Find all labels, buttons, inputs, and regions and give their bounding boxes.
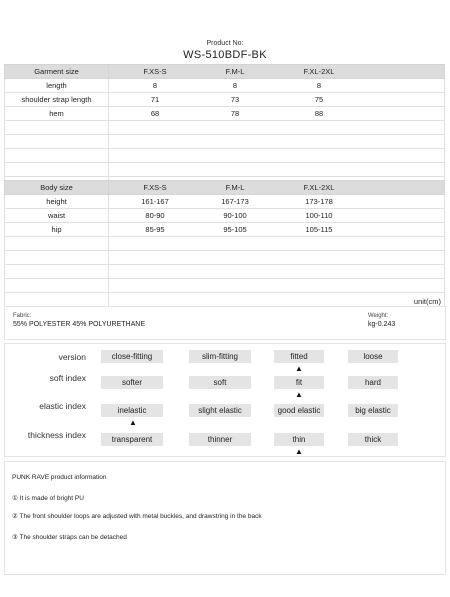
cell-value: 71 bbox=[150, 95, 160, 104]
selection-marker-icon: ▲ bbox=[129, 418, 137, 427]
option-slim-fitting: slim-fitting bbox=[189, 350, 251, 363]
cell-value: 161-167 bbox=[141, 197, 169, 206]
weight-value: kg-0.243 bbox=[368, 321, 396, 328]
option-slight-elastic: slight elastic bbox=[189, 404, 251, 417]
option-hard: hard bbox=[348, 376, 398, 389]
option-soft: soft bbox=[189, 376, 251, 389]
product-code: WS-510BDF-BK bbox=[183, 49, 267, 61]
row-label: height bbox=[5, 195, 109, 209]
option-fitted: fitted bbox=[274, 350, 324, 363]
option-good-elastic: good elastic bbox=[274, 404, 324, 417]
garment-header-label: Garment size bbox=[5, 65, 109, 79]
garment-header-size: F.XL-2XL bbox=[303, 67, 335, 76]
unit-label: unit(cm) bbox=[109, 293, 445, 307]
table-row bbox=[5, 93, 445, 107]
weight-label: Weight: bbox=[368, 313, 389, 319]
garment-size-table bbox=[4, 64, 445, 191]
row-label: hem bbox=[5, 107, 109, 121]
product-number-label: Product No: bbox=[206, 40, 244, 47]
empty-row bbox=[5, 279, 445, 293]
selection-marker-icon: ▲ bbox=[295, 390, 303, 399]
cell-value: 90-100 bbox=[223, 211, 247, 220]
row-label: length bbox=[5, 79, 109, 93]
row-label: hip bbox=[5, 223, 109, 237]
cell-value: 75 bbox=[314, 95, 324, 104]
cell-value: 173-178 bbox=[305, 197, 333, 206]
property-label-version: version bbox=[58, 352, 86, 362]
empty-row bbox=[5, 237, 445, 251]
table-row bbox=[5, 209, 445, 223]
option-big-elastic: big elastic bbox=[348, 404, 398, 417]
row-label: waist bbox=[5, 209, 109, 223]
table-row bbox=[5, 79, 445, 93]
cell-value: 167-173 bbox=[221, 197, 249, 206]
info-line: ① It is made of bright PU bbox=[12, 495, 84, 502]
option-softer: softer bbox=[101, 376, 163, 389]
body-header-row bbox=[5, 181, 445, 195]
option-thin: thin bbox=[274, 433, 324, 446]
row-label: shoulder strap length bbox=[5, 93, 109, 107]
garment-header-size: F.XS-S bbox=[143, 67, 167, 76]
table-row bbox=[5, 223, 445, 237]
body-header-size: F.M-L bbox=[225, 183, 245, 192]
info-line: ③ The shoulder straps can be detached bbox=[12, 534, 127, 541]
empty-row bbox=[5, 251, 445, 265]
garment-header-size: F.M-L bbox=[225, 67, 245, 76]
cell-value: 85-95 bbox=[145, 225, 165, 234]
info-line: ② The front shoulder loops are adjusted with metal buckles, and drawstring in the back bbox=[12, 513, 262, 520]
body-header-label: Body size bbox=[5, 181, 109, 195]
option-fit: fit bbox=[274, 376, 324, 389]
fabric-composition: 55% POLYESTER 45% POLYURETHANE bbox=[13, 321, 146, 328]
empty-row bbox=[5, 135, 445, 149]
option-loose: loose bbox=[348, 350, 398, 363]
cell-value: 88 bbox=[314, 109, 324, 118]
empty-row bbox=[5, 121, 445, 135]
table-row bbox=[5, 107, 445, 121]
info-title: PUNK RAVE product information bbox=[12, 474, 107, 481]
cell-value: 105-115 bbox=[305, 225, 333, 234]
option-close-fitting: close-fitting bbox=[101, 350, 163, 363]
property-label-soft-index: soft index bbox=[49, 373, 86, 383]
empty-row bbox=[5, 265, 445, 279]
selection-marker-icon: ▲ bbox=[295, 364, 303, 373]
cell-value: 78 bbox=[230, 109, 240, 118]
option-thick: thick bbox=[348, 433, 398, 446]
unit-row bbox=[5, 293, 445, 307]
body-size-table bbox=[4, 180, 445, 307]
cell-value: 95-105 bbox=[223, 225, 247, 234]
empty-row bbox=[5, 163, 445, 177]
option-transparent: transparent bbox=[101, 433, 163, 446]
body-header-size: F.XS-S bbox=[143, 183, 167, 192]
fabric-label: Fabric: bbox=[13, 313, 32, 319]
property-label-elastic-index: elastic index bbox=[39, 401, 86, 411]
garment-header-row bbox=[5, 65, 445, 79]
empty-row bbox=[5, 149, 445, 163]
cell-value: 8 bbox=[316, 81, 322, 90]
option-inelastic: inelastic bbox=[101, 404, 163, 417]
cell-value: 100-110 bbox=[305, 211, 333, 220]
table-row bbox=[5, 195, 445, 209]
cell-value: 73 bbox=[230, 95, 240, 104]
cell-value: 68 bbox=[150, 109, 160, 118]
cell-value: 80-90 bbox=[145, 211, 165, 220]
property-label-thickness-index: thickness index bbox=[27, 430, 86, 440]
cell-value: 8 bbox=[152, 81, 158, 90]
body-header-size: F.XL-2XL bbox=[303, 183, 335, 192]
option-thinner: thinner bbox=[189, 433, 251, 446]
cell-value: 8 bbox=[232, 81, 238, 90]
selection-marker-icon: ▲ bbox=[295, 447, 303, 456]
